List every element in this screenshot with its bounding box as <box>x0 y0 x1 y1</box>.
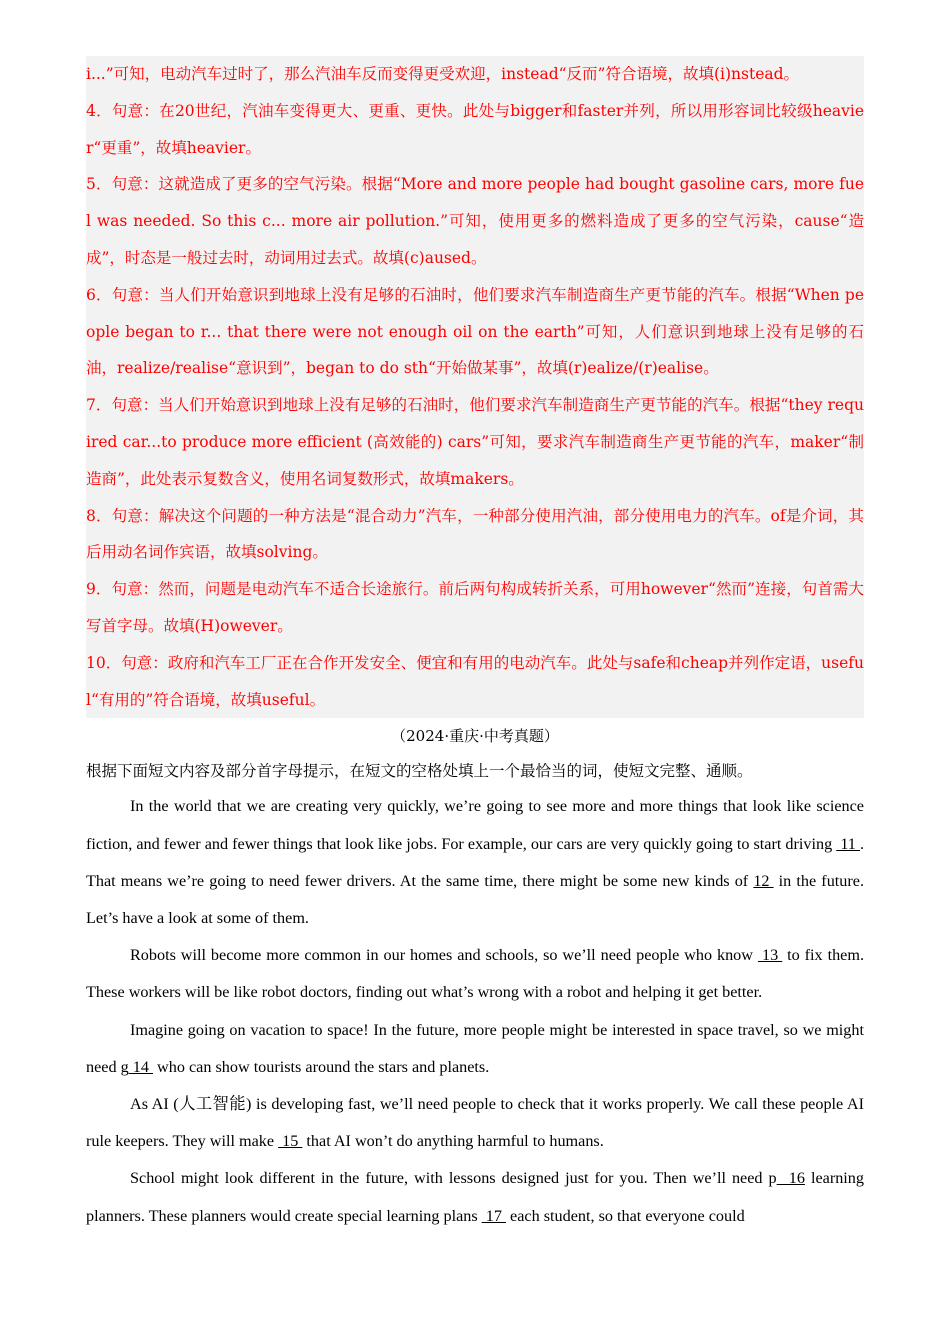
answer-item: 8．句意：解决这个问题的一种方法是“混合动力”汽车，一种部分使用汽油，部分使用电力的汽车。of是介词，其后用动名词作宾语，故填solving。 <box>86 506 864 562</box>
passage-text: who can show tourists around the stars and planets. <box>152 1057 490 1076</box>
passage-paragraph <box>86 1160 864 1234</box>
passage-text: in the future. Let’s have a look at some of them. <box>86 871 864 927</box>
passage-text: Imagine going on vacation to space! In the future, more people might be interested in space travel, so we might need g <box>86 1020 864 1076</box>
passage-text: As AI (人工智能) is developing fast, we’ll need people to check that it works properly. We call these people AI rule keepers. They will make <box>86 1094 864 1151</box>
blank-14[interactable]: 14 <box>128 1057 153 1076</box>
passage-text: each student, so that everyone could <box>505 1206 745 1225</box>
blank-13[interactable]: 13 <box>757 946 783 965</box>
instructions: 根据下面短文内容及部分首字母提示，在短文的空格处填上一个最恰当的词，使短文完整、通顺。 <box>86 762 753 781</box>
passage-text: School might look different in the future, with lessons designed just for you. Then we’ll need p <box>130 1169 777 1188</box>
answer-item: i...”可知，电动汽车过时了，那么汽油车反而变得更受欢迎，instead“反而”符合语境，故填(i)nstead。 <box>86 65 800 83</box>
cloze-passage <box>86 788 864 1234</box>
answer-item: 7．句意：当人们开始意识到地球上没有足够的石油时，他们要求汽车制造商生产更节能的汽车。根据“they required car...to produce more efficient (高效能的) cars”可知，要求汽车制造商生产更节能的汽车，maker“制造商”，此处表示复数含义，使用名词复数形式，故填makers。 <box>86 396 864 488</box>
passage-text: In the world that we are creating very quickly, we’re going to see more and more things that look like science fiction, and fewer and fewer things that look like jobs. For example, our cars are very quickly going to start driving <box>86 797 864 853</box>
exam-source: （2024·重庆·中考真题） <box>391 727 559 746</box>
passage-text: Robots will become more common in our homes and schools, so we’ll need people who know <box>130 946 758 965</box>
passage-paragraph <box>86 1086 864 1160</box>
passage-text: that AI won’t do anything harmful to humans. <box>302 1132 604 1151</box>
answer-item: 6．句意：当人们开始意识到地球上没有足够的石油时，他们要求汽车制造商生产更节能的汽车。根据“When people began to r... that there were not enough oil on the earth”可知，人们意识到地球上没有足够的石油，realize/realise“意识到”，began to do sth“开始做某事”，故填(r)ealize/(r)ealise。 <box>86 285 864 378</box>
document-page <box>86 56 864 1235</box>
blank-15[interactable]: 15 <box>278 1132 303 1151</box>
passage-text: . That means we’re going to need fewer drivers. At the same time, there might be some new kinds of <box>86 834 864 890</box>
passage-text: to fix them. These workers will be like robot doctors, finding out what’s wrong with a robot and helping it get better. <box>86 946 865 1002</box>
answer-explanations <box>86 56 864 718</box>
blank-17[interactable]: 17 <box>481 1206 506 1225</box>
blank-16[interactable]: 16 <box>776 1169 805 1188</box>
answer-item: 10．句意：政府和汽车工厂正在合作开发安全、便宜和有用的电动汽车。此处与safe和cheap并列作定语，useful“有用的”符合语境，故填useful。 <box>86 653 864 709</box>
passage-paragraph <box>86 1012 864 1086</box>
passage-text: learning planners. These planners would create special learning plans <box>86 1169 864 1225</box>
answer-item: 9．句意：然而，问题是电动汽车不适合长途旅行。前后两句构成转折关系，可用however“然而”连接，句首需大写首字母。故填(H)owever。 <box>86 580 864 635</box>
passage-paragraph <box>86 788 864 937</box>
answer-item: 5．句意：这就造成了更多的空气污染。根据“More and more people had bought gasoline cars, more fuel was needed. So this c... more air pollution.”可知，使用更多的燃料造成了更多的空气污染，cause“造成”，时态是一般过去时，动词用过去式。故填(c)aused。 <box>86 175 864 267</box>
blank-12[interactable]: 12 <box>753 871 774 890</box>
answer-item: 4．句意：在20世纪，汽油车变得更大、更重、更快。此处与bigger和faster并列，所以用形容词比较级heavier“更重”，故填heavier。 <box>86 101 864 157</box>
passage-paragraph <box>86 937 864 1011</box>
blank-11[interactable]: 11 <box>836 834 860 853</box>
